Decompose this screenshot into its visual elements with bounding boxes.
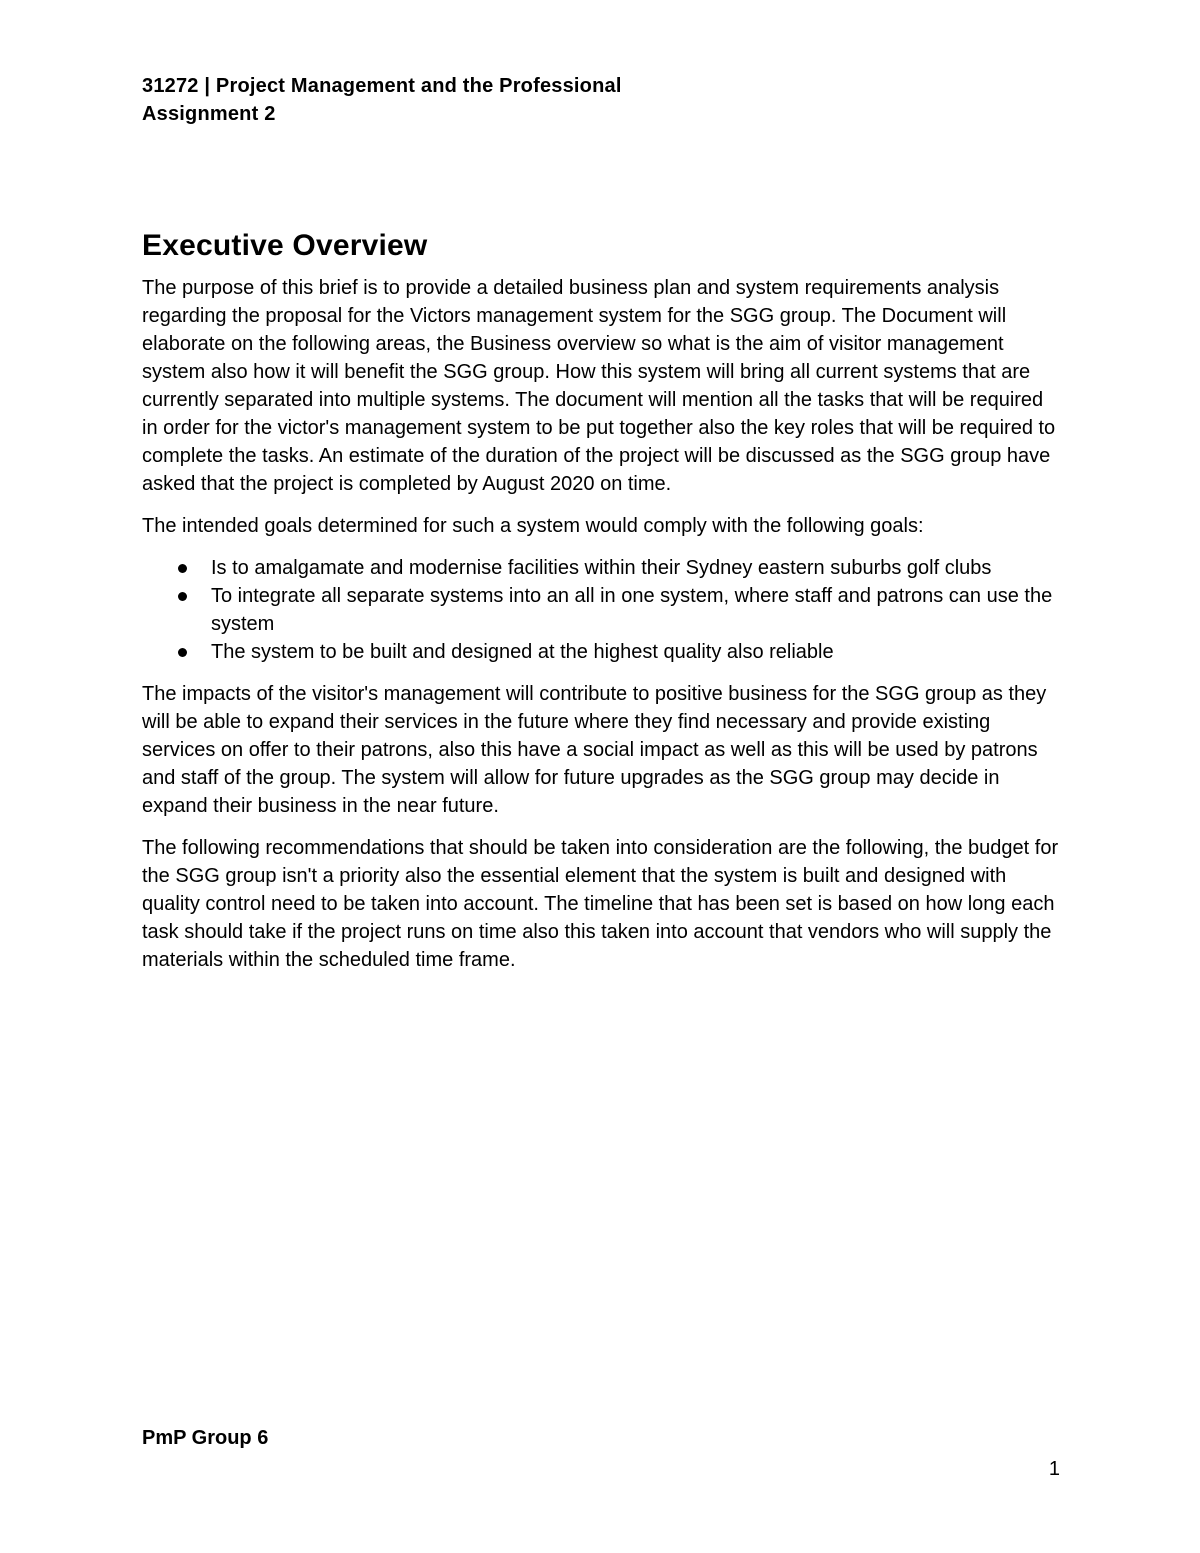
bullet-icon [178,564,187,573]
bullet-icon [178,592,187,601]
goal-text: The system to be built and designed at the highest quality also reliable [211,641,834,663]
goal-text: Is to amalgamate and modernise facilities within their Sydney eastern suburbs golf clubs [211,557,992,579]
bullet-icon [178,648,187,657]
goals-list [142,554,1062,666]
goal-list-item [142,582,1062,638]
goal-list-item [142,554,1062,582]
impacts-paragraph: The impacts of the visitor's management will contribute to positive business for the SGG group as they will be able to expand their services in the future where they find necessary and provide existing services on offer to their patrons, also this have a social impact as well as this will be used by patrons and staff of the group. The system will allow for future upgrades as the SGG group may decide in expand their business in the near future. [142,683,1047,817]
goal-list-item [142,638,1062,666]
purpose-paragraph: The purpose of this brief is to provide a detailed business plan and system requirements analysis regarding the proposal for the Victors management system for the SGG group. The Document will elaborate on the following areas, the Business overview so what is the aim of visitor management system also how it will benefit the SGG group. How this system will bring all current systems that are currently separated into multiple systems. The document will mention all the tasks that will be required in order for the victor's management system to be put together also the key roles that will be required to complete the tasks. An estimate of the duration of the project will be discussed as the SGG group have asked that the project is completed by August 2020 on time. [142,277,1056,495]
recommendations-paragraph: The following recommendations that should be taken into consideration are the following, the budget for the SGG group isn't a priority also the essential element that the system is built and designed with quality control need to be taken into account. The timeline that has been set is based on how long each task should take if the project runs on time also this taken into account that vendors who will supply the materials within the scheduled time frame. [142,837,1059,971]
executive-overview-section [142,226,1062,988]
document-header [142,72,622,128]
goals-intro-paragraph: The intended goals determined for such a system would comply with the following goals: [142,515,924,537]
section-heading: Executive Overview [142,229,428,262]
page-number: 1 [1048,1458,1060,1480]
footer-group-label: PmP Group 6 [142,1427,269,1449]
goal-text: To integrate all separate systems into an all in one system, where staff and patrons can use the system [211,585,1053,635]
assignment-title: Assignment 2 [142,103,276,125]
course-title: 31272 | Project Management and the Professional [142,75,622,97]
